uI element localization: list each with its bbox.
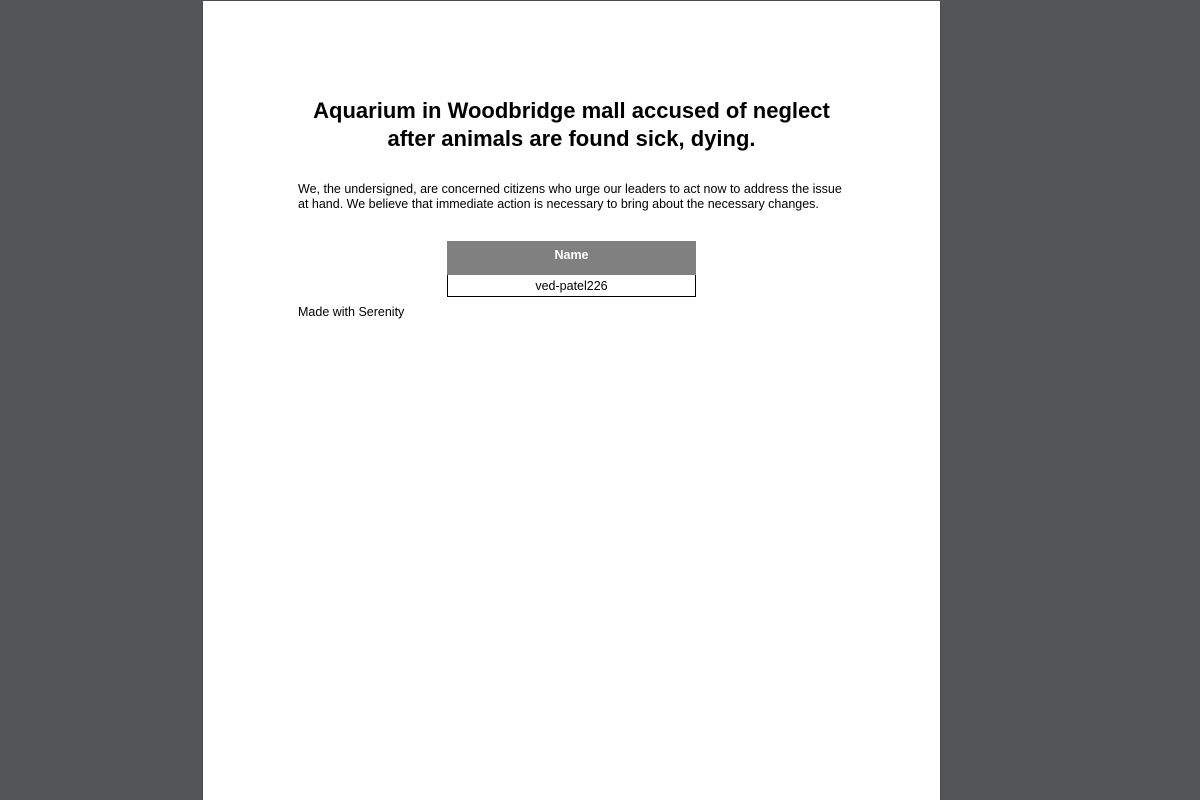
document-page: [203, 1, 940, 800]
title-line-2: after animals are found sick, dying.: [387, 126, 756, 151]
signature-name-cell: ved-patel226: [448, 275, 696, 297]
signatures-table: [447, 241, 696, 297]
name-column-header: Name: [448, 242, 696, 275]
petition-intro: [298, 182, 858, 212]
intro-line-1: We, the undersigned, are concerned citizens who urge our leaders to act now to address the issue: [298, 182, 842, 196]
title-line-1: Aquarium in Woodbridge mall accused of neglect: [313, 98, 830, 123]
page-title: [203, 97, 940, 153]
table-row: [448, 275, 696, 297]
intro-line-2: at hand. We believe that immediate action is necessary to bring about the necessary changes.: [298, 197, 819, 211]
footer-note: Made with Serenity: [298, 305, 405, 319]
table-header-row: [448, 242, 696, 275]
